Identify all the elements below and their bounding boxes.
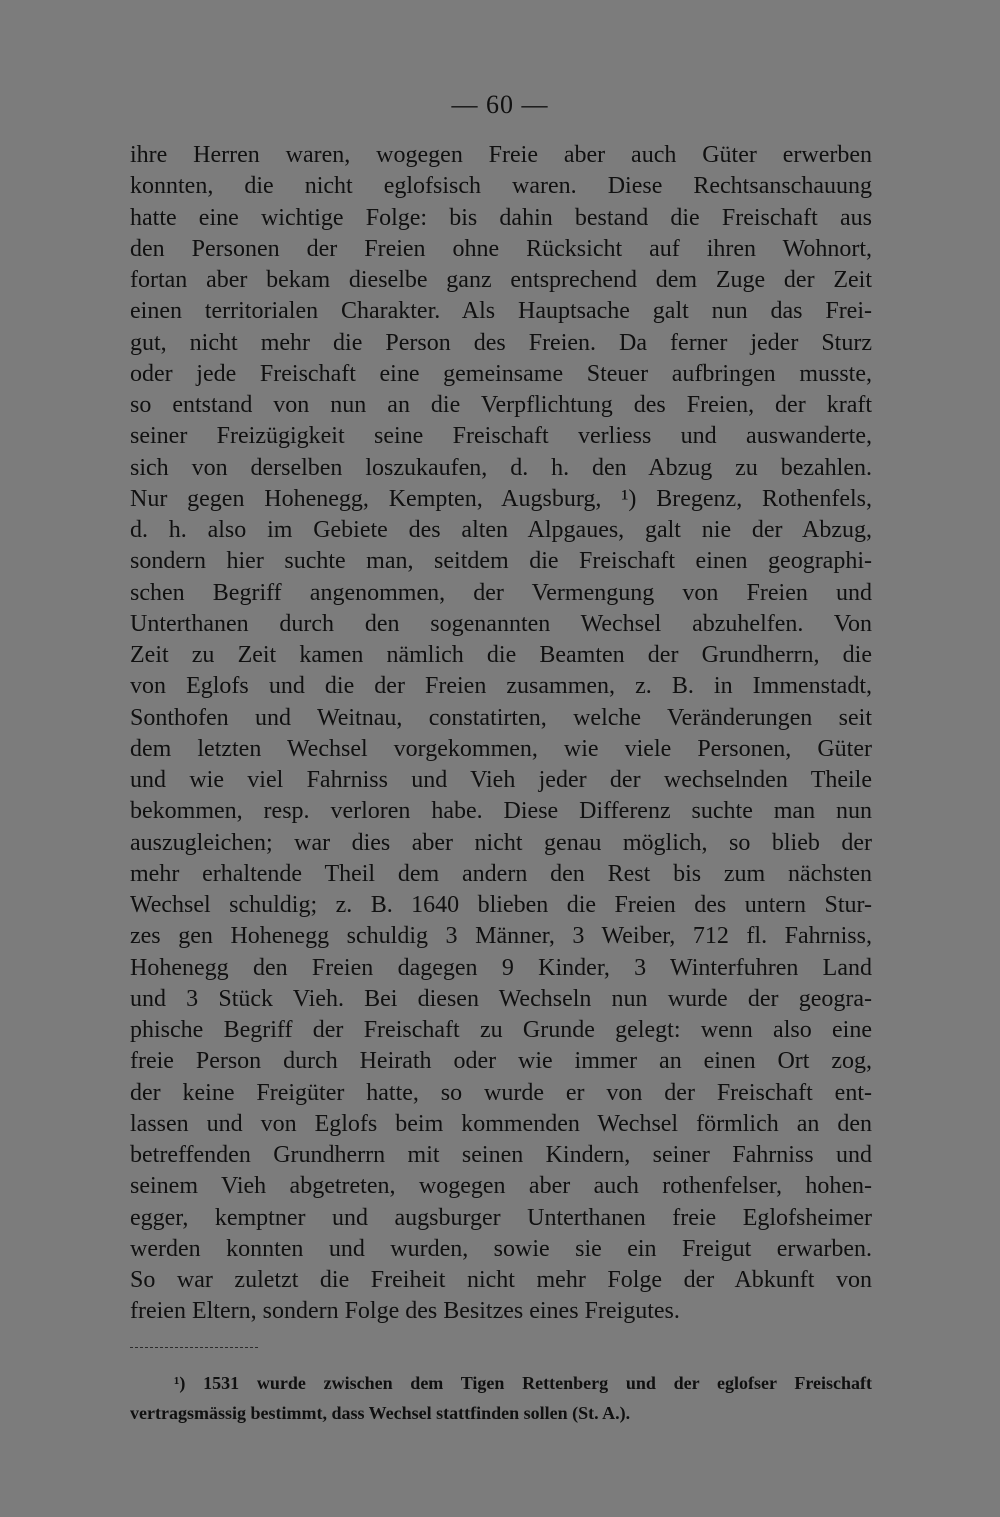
text-line: Wechsel schuldig; z. B. 1640 blieben die Freien des untern Stur- (130, 892, 872, 918)
footnote (130, 1368, 872, 1428)
text-line: seiner Freizügigkeit seine Freischaft verliess und auswanderte, (130, 423, 872, 450)
text-line: oder jede Freischaft eine gemeinsame Steuer aufbringen musste, (130, 360, 872, 387)
text-line: so entstand von nun an die Verpflichtung des Freien, der kraft (130, 392, 872, 418)
text-line: dem letzten Wechsel vorgekommen, wie viele Personen, Güter (130, 735, 872, 762)
text-line: fortan aber bekam dieselbe ganz entsprechend dem Zuge der Zeit (130, 267, 872, 293)
text-line: einen territorialen Charakter. Als Hauptsache galt nun das Frei- (130, 298, 872, 325)
text-line: und 3 Stück Vieh. Bei diesen Wechseln nun wurde der geogra- (130, 985, 872, 1012)
text-line: phische Begriff der Freischaft zu Grunde gelegt: wenn also eine (130, 1017, 872, 1043)
text-line: Nur gegen Hohenegg, Kempten, Augsburg, ¹) Bregenz, Rothenfels, (130, 485, 872, 512)
body-text (130, 140, 872, 1328)
text-line: seinem Vieh abgetreten, wogegen aber auch rothenfelser, hohen- (130, 1173, 872, 1200)
text-line: hatte eine wichtige Folge: bis dahin bestand die Freischaft aus (130, 204, 872, 231)
text-line: egger, kemptner und augsburger Unterthanen freie Eglofsheimer (130, 1204, 872, 1231)
text-line: der keine Freigüter hatte, so wurde er von der Freischaft ent- (130, 1079, 872, 1106)
text-line: ihre Herren waren, wogegen Freie aber auch Güter erwerben (130, 142, 872, 168)
text-line: den Personen der Freien ohne Rücksicht auf ihren Wohnort, (130, 235, 872, 262)
text-line: schen Begriff angenommen, der Vermengung von Freien und (130, 579, 872, 606)
text-line: von Eglofs und die der Freien zusammen, z. B. in Immenstadt, (130, 673, 872, 700)
text-line: Zeit zu Zeit kamen nämlich die Beamten der Grundherrn, die (130, 642, 872, 668)
text-line: Unterthanen durch den sogenannten Wechsel abzuhelfen. Von (130, 610, 872, 637)
text-line: bekommen, resp. verloren habe. Diese Differenz suchte man nun (130, 798, 872, 825)
text-line: mehr erhaltende Theil dem andern den Rest bis zum nächsten (130, 860, 872, 887)
text-line: betreffenden Grundherrn mit seinen Kindern, seiner Fahrniss und (130, 1142, 872, 1168)
text-line: Sonthofen und Weitnau, constatirten, welche Veränderungen seit (130, 704, 872, 731)
text-line: und wie viel Fahrniss und Vieh jeder der wechselnden Theile (130, 767, 872, 793)
text-line: d. h. also im Gebiete des alten Alpgaues, galt nie der Abzug, (130, 517, 872, 543)
text-line: gut, nicht mehr die Person des Freien. Da ferner jeder Sturz (130, 329, 872, 356)
text-line: freie Person durch Heirath oder wie immer an einen Ort zog, (130, 1048, 872, 1075)
text-line: sondern hier suchte man, seitdem die Freischaft einen geographi- (130, 548, 872, 575)
page-number: — 60 — (451, 90, 549, 119)
footnote-separator (130, 1347, 258, 1348)
text-line: zes gen Hohenegg schuldig 3 Männer, 3 Weiber, 712 fl. Fahrniss, (130, 923, 872, 950)
text-line: freien Eltern, sondern Folge des Besitzes eines Freigutes. (130, 1298, 680, 1325)
text-line: Hohenegg den Freien dagegen 9 Kinder, 3 Winterfuhren Land (130, 954, 872, 981)
text-line: So war zuletzt die Freiheit nicht mehr Folge der Abkunft von (130, 1267, 872, 1293)
text-line: sich von derselben loszukaufen, d. h. den Abzug zu bezahlen. (130, 454, 872, 481)
text-line: werden konnten und wurden, sowie sie ein Freigut erwarben. (130, 1235, 872, 1262)
text-line: auszugleichen; war dies aber nicht genau möglich, so blieb der (130, 829, 872, 856)
footnote-line: vertragsmässig bestimmt, dass Wechsel stattfinden sollen (St. A.). (130, 1403, 631, 1423)
text-line: konnten, die nicht eglofsisch waren. Diese Rechtsanschauung (130, 173, 872, 200)
footnote-line: ¹) 1531 wurde zwischen dem Tigen Rettenberg und der eglofser Freischaft (174, 1373, 872, 1393)
text-line: lassen und von Eglofs beim kommenden Wechsel förmlich an den (130, 1110, 872, 1137)
